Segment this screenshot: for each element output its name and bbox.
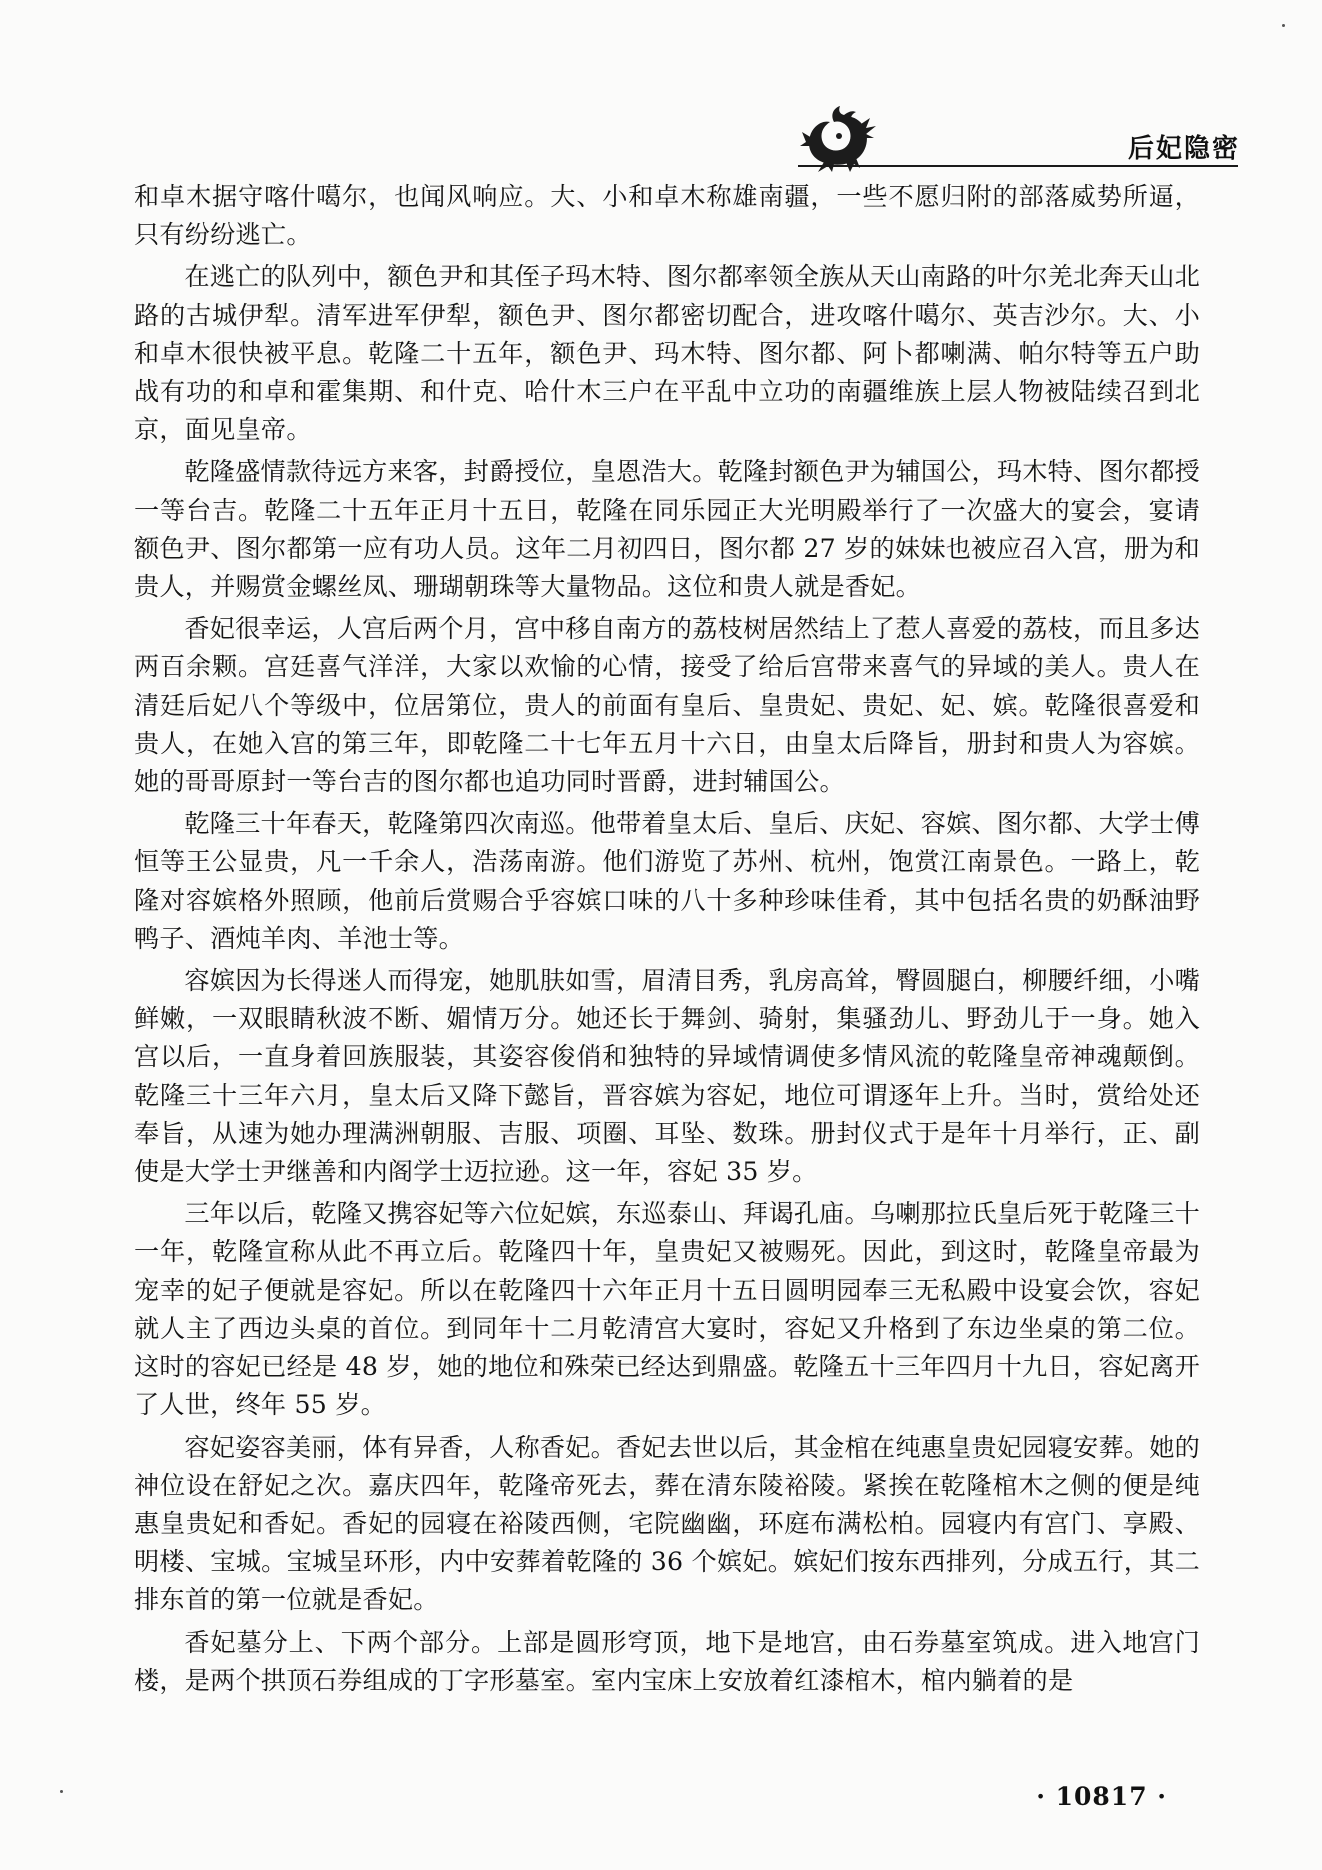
header-rule	[798, 165, 1238, 167]
running-header-title: 后妃隐密	[1127, 134, 1240, 164]
paragraph: 香妃墓分上、下两个部分。上部是圆形穹顶，地下是地宫，由石券墓室筑成。进入地宫门楼，是两个拱顶石券组成的丁字形墓室。室内宝床上安放着红漆棺木，棺内躺着的是	[134, 1627, 1200, 1695]
paragraph: 乾隆三十年春天，乾隆第四次南巡。他带着皇太后、皇后、庆妃、容嫔、图尔都、大学士傅恒等王公显贵，凡一千余人，浩荡南游。他们游览了苏州、杭州，饱赏江南景色。一路上，乾隆对容嫔格外照顾，他前后赏赐合乎容嫔口味的八十多种珍味佳肴，其中包括名贵的奶酥油野鸭子、酒炖羊肉、羊池士等。	[134, 809, 1200, 953]
paragraph: 在逃亡的队列中，额色尹和其侄子玛木特、图尔都率领全族从天山南路的叶尔羌北奔天山北路的古城伊犁。清军进军伊犁，额色尹、图尔都密切配合，进攻喀什噶尔、英吉沙尔。大、小和卓木很快被平息。乾隆二十五年，额色尹、玛木特、图尔都、阿卜都喇满、帕尔特等五户助战有功的和卓和霍集期、和什克、哈什木三户在平乱中立功的南疆维族上层人物被陆续召到北京，面见皇帝。	[134, 262, 1200, 445]
dragon-emblem-icon	[800, 102, 878, 174]
paragraph: 容嫔因为长得迷人而得宠，她肌肤如雪，眉清目秀，乳房高耸，臀圆腿白，柳腰纤细，小嘴鲜嫩，一双眼睛秋波不断、媚情万分。她还长于舞剑、骑射，集骚劲儿、野劲儿于一身。她入宫以后，一直身着回族服装，其姿容俊俏和独特的异域情调使多情风流的乾隆皇帝神魂颠倒。乾隆三十三年六月，皇太后又降下懿旨，晋容嫔为容妃，地位可谓逐年上升。当时，赏给处还奉旨，从速为她办理满洲朝服、吉服、项圈、耳坠、数珠。册封仪式于是年十月举行，正、副使是大学士尹继善和内阁学士迈拉逊。这一年，容妃 35 岁。	[134, 966, 1200, 1187]
paragraph: 香妃很幸运，人宫后两个月，宫中移自南方的荔枝树居然结上了惹人喜爱的荔枝，而且多达两百余颗。宫廷喜气洋洋，大家以欢愉的心情，接受了给后宫带来喜气的异域的美人。贵人在清廷后妃八个等级中，位居第位，贵人的前面有皇后、皇贵妃、贵妃、妃、嫔。乾隆很喜爱和贵人，在她入宫的第三年，即乾隆二十七年五月十六日，由皇太后降旨，册封和贵人为容嫔。她的哥哥原封一等台吉的图尔都也追功同时晋爵，进封辅国公。	[134, 614, 1200, 797]
page-number: · 10817 ·	[1036, 1782, 1167, 1811]
paragraph: 乾隆盛情款待远方来客，封爵授位，皇恩浩大。乾隆封额色尹为辅国公，玛木特、图尔都授一等台吉。乾隆二十五年正月十五日，乾隆在同乐园正大光明殿举行了一次盛大的宴会，宴请额色尹、图尔都第一应有功人员。这年二月初四日，图尔都 27 岁的妹妹也被应召入宫，册为和贵人，并赐赏金螺丝凤、珊瑚朝珠等大量物品。这位和贵人就是香妃。	[134, 457, 1200, 602]
scan-speck	[60, 1790, 63, 1793]
paragraph: 和卓木据守喀什噶尔，也闻风响应。大、小和卓木称雄南疆，一些不愿归附的部落威势所逼，只有纷纷逃亡。	[134, 182, 1200, 250]
paragraph: 三年以后，乾隆又携容妃等六位妃嫔，东巡泰山、拜谒孔庙。乌喇那拉氏皇后死于乾隆三十一年，乾隆宣称从此不再立后。乾隆四十年，皇贵妃又被赐死。因此，到这时，乾隆皇帝最为宠幸的妃子便就是容妃。所以在乾隆四十六年正月十五日圆明园奉三无私殿中设宴会饮，容妃就人主了西边头桌的首位。到同年十二月乾清宫大宴时，容妃又升格到了东边坐桌的第二位。这时的容妃已经是 48 岁，她的地位和殊荣已经达到鼎盛。乾隆五十三年四月十九日，容妃离开了人世，终年 55 岁。	[134, 1199, 1200, 1420]
body-text	[134, 178, 1200, 1700]
scan-speck	[1282, 24, 1285, 27]
paragraph: 容妃姿容美丽，体有异香，人称香妃。香妃去世以后，其金棺在纯惠皇贵妃园寝安葬。她的神位设在舒妃之次。嘉庆四年，乾隆帝死去，葬在清东陵裕陵。紧挨在乾隆棺木之侧的便是纯惠皇贵妃和香妃。香妃的园寝在裕陵西侧，宅院幽幽，环庭布满松柏。园寝内有宫门、享殿、明楼、宝城。宝城呈环形，内中安葬着乾隆的 36 个嫔妃。嫔妃们按东西排列，分成五行，其二排东首的第一位就是香妃。	[134, 1432, 1200, 1615]
